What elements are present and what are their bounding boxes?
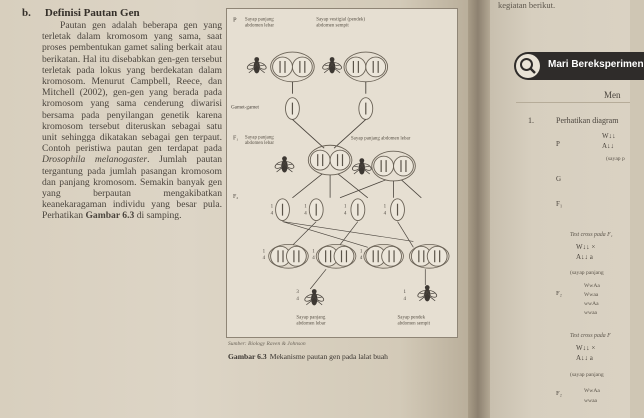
svg-text:4: 4 [304, 211, 307, 217]
svg-text:4: 4 [383, 211, 387, 217]
item-text: Perhatikan diagram [556, 116, 619, 125]
f2-left-line1: Sayap panjang [296, 315, 326, 321]
fly-f1-right [351, 158, 372, 174]
f1-left-line1: Sayap panjang [244, 135, 274, 141]
g-label: G [556, 175, 562, 183]
figure-reference: Gambar 6.3 [85, 210, 135, 222]
label-f2: F₂ [232, 193, 239, 200]
f2-label-2: F₂ [556, 390, 562, 397]
item-number: 1. [528, 116, 534, 125]
fly-f2-left [304, 289, 325, 305]
label-p: P [232, 16, 237, 24]
genotype-p-bottom: A↓↓ [602, 142, 615, 150]
fly-p-right [322, 57, 343, 73]
genotype-tc-bottom: A↓↓ a [576, 253, 593, 261]
svg-text:1: 1 [312, 249, 315, 255]
fly-f2-right [417, 285, 438, 301]
f2-right-line1: Sayap pendek [397, 315, 426, 321]
gamete-right [359, 98, 373, 120]
paragraph-part-c: di samping. [134, 210, 182, 222]
f2-label-1: F₂ [556, 290, 562, 297]
right-subheading: Men [604, 90, 621, 100]
svg-text:1: 1 [304, 204, 307, 210]
figure-caption-label: Gambar 6.3 [228, 352, 267, 361]
svg-text:1: 1 [343, 204, 347, 210]
label-gamet: Gamet-gamet [230, 104, 259, 111]
p-left-line1: Sayap panjang [244, 17, 274, 23]
f2-right-line2: abdomen sempit [397, 321, 431, 327]
f1-left-line2: abdomen lebar [244, 141, 275, 147]
magnifier-icon [516, 54, 540, 78]
genotype-tc-top: W↓↓ × [576, 243, 596, 251]
genotype-tc2-bottom: A↓↓ a [576, 354, 593, 362]
geno-1-2: wwAa [584, 301, 599, 307]
section-letter: b. [22, 7, 31, 19]
p-right-line2: abdomen sempit [316, 23, 349, 29]
svg-text:1: 1 [262, 249, 266, 255]
genotype-tc2-top: W↓↓ × [576, 344, 596, 352]
phenotype-1: (sayap panjang [570, 270, 604, 276]
right-top-text: kegiatan berikut. [498, 0, 556, 10]
svg-text:4: 4 [296, 296, 299, 302]
geno-2-1: wwaa [584, 398, 598, 404]
svg-text:1: 1 [359, 249, 363, 255]
f1-left-label [245, 135, 275, 146]
fly-f1-left [274, 156, 295, 172]
geno-1-3: wwaa [584, 310, 598, 316]
paragraph-part-b: . Jumlah pautan tergantung pada jumlah pasangan kromosom dan panjang kromosom. Semakin banyak gen yang berpautan mengakibatkan keanekaragaman individu yang besar pula. Perhatikan [42, 154, 223, 222]
book-gutter [468, 0, 490, 418]
genotype-p-top: W↓↓ [602, 132, 616, 140]
f1-label: F₁ [556, 200, 563, 208]
activity-banner [514, 52, 644, 80]
phenotype-2: (sayap panjang [570, 372, 604, 378]
svg-text:4: 4 [343, 211, 347, 217]
svg-text:1: 1 [383, 204, 387, 210]
svg-text:4: 4 [270, 211, 274, 217]
species-name: Drosophila melanogaster [42, 154, 148, 166]
fly-p-left [246, 57, 267, 73]
linkage-diagram [227, 9, 457, 337]
p-right-line1: Sayap vestigial (pendek) [316, 17, 366, 23]
linkage-figure [226, 8, 458, 338]
f2-left-label [296, 316, 326, 327]
figure-caption [228, 352, 388, 361]
section-title: Definisi Pautan Gen [44, 7, 140, 19]
gamete-left [285, 98, 299, 120]
svg-text:4: 4 [312, 256, 315, 262]
p-left-label [245, 17, 275, 28]
section-heading [22, 7, 140, 19]
paragraph-part-a: Pautan gen adalah beberapa gen yang terletak dalam kromosom yang sama, saat proses pembentukan gamet saling berkait atau berikatan. Hal itu disebabkan gen-gen tersebut terletak pada lokus yang berdekatan dalam kromosom. Menurut Campbell, Reece, dan Mitchell (2002), gen-gen yang berada pada kromosom yang sama cenderung diwarisi bersama pada penyilangan genetik karena kromosom tersebut diteruskan sebagai satu unit sehingga dikatakan sebagai gen terpaut. Contoh peristiwa pautan gen terdapat pada [42, 20, 222, 155]
f1-right-line1: Sayap panjang abdomen lebar [350, 136, 411, 142]
f2-left-line2: abdomen lebar [296, 321, 326, 327]
geno-1-0: WwAa [584, 283, 600, 289]
geno-2-0: WwAa [584, 388, 600, 394]
svg-text:4: 4 [262, 256, 266, 262]
figure-caption-text: Mekanisme pautan gen pada lalat buah [269, 352, 388, 361]
body-paragraph [42, 20, 222, 222]
p-right-label [316, 17, 366, 28]
geno-1-1: Wwaa [584, 292, 599, 298]
f1-right-label [351, 136, 411, 141]
label-f1: F₁ [232, 135, 239, 142]
svg-text:4: 4 [359, 256, 363, 262]
test-cross-2: Test cross pada F [570, 333, 611, 339]
svg-text:1: 1 [403, 289, 406, 295]
banner-label: Mari Bereksperimen [548, 59, 644, 70]
svg-text:1: 1 [270, 204, 274, 210]
f2-right-label [398, 316, 431, 327]
test-cross-1: Test cross pada F₁ [570, 232, 613, 238]
svg-text:3: 3 [296, 289, 299, 295]
p-phenotype: (sayap p [606, 156, 625, 162]
right-page [490, 0, 644, 418]
p-left-line2: abdomen lebar [244, 23, 275, 29]
p-label: P [556, 140, 560, 148]
svg-text:4: 4 [403, 296, 406, 302]
divider [516, 102, 630, 103]
figure-credit: Sumber: Biology Raven & Johnson [228, 341, 306, 347]
